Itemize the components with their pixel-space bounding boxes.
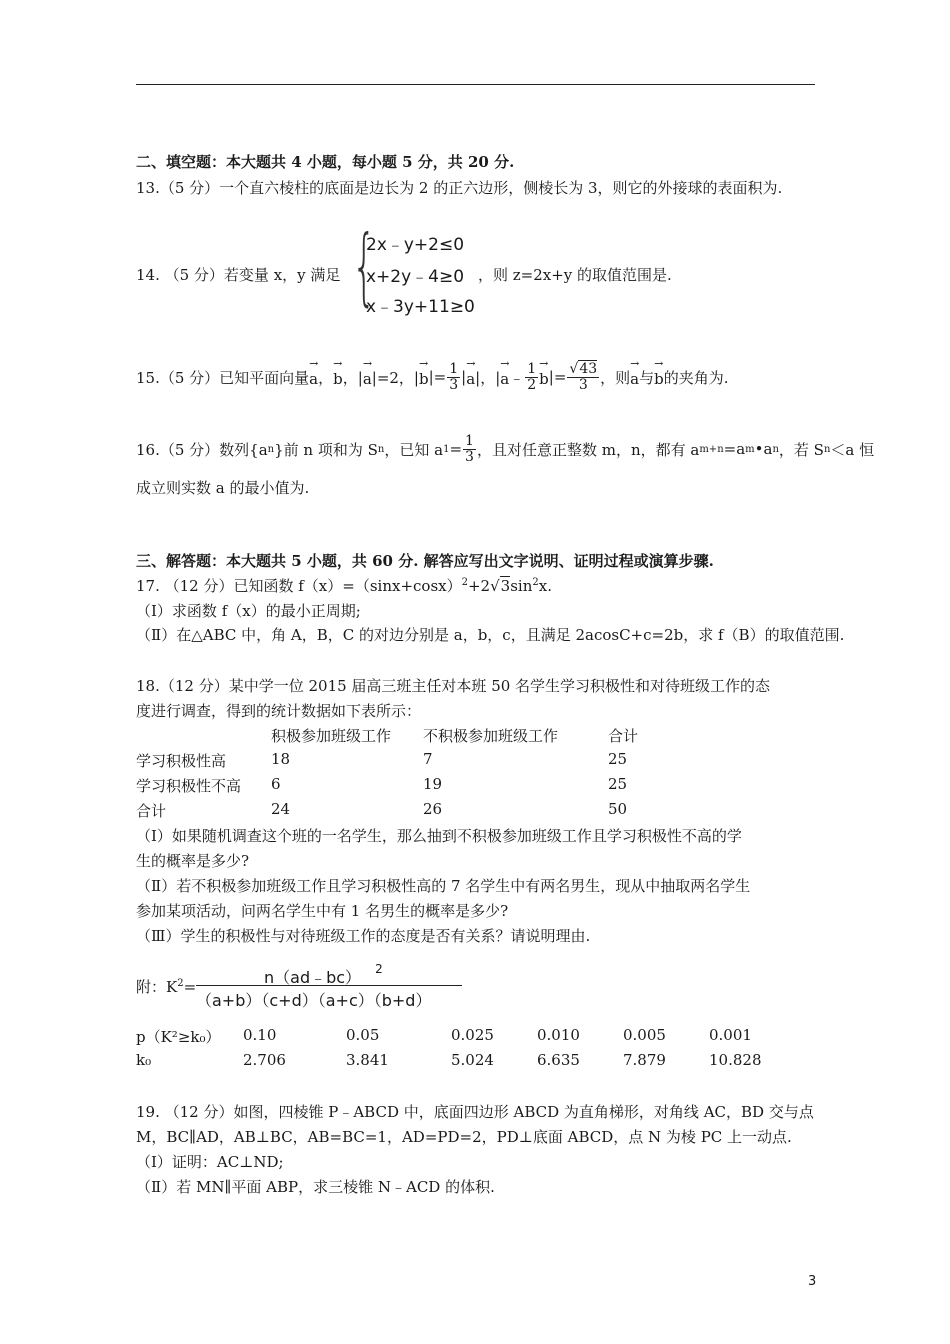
fraction-numerator: 1: [527, 361, 537, 377]
fraction-one-third: [463, 434, 476, 464]
q16-text: ，若 S: [778, 440, 824, 459]
vector-a: → a: [363, 366, 372, 388]
k-value: 10.828: [709, 1051, 762, 1069]
question-19-line-2: M，BC∥AD，AB⊥BC，AB=BC=1，AD=PD=2，PD⊥底面 ABCD，点 N 为棱 PC 上一动点.: [136, 1128, 792, 1146]
table-cell: 6: [271, 775, 281, 793]
subscript: n: [823, 443, 831, 455]
q16-text: •a: [754, 440, 773, 459]
fraction-denominator: 3: [449, 376, 459, 393]
q16-text: }前 n 项和为 S: [274, 440, 378, 459]
table-cell: 学习积极性高: [136, 752, 227, 770]
q15-prefix: 15.（5 分）已知平面向量: [136, 368, 310, 387]
page-number: 3: [808, 1274, 817, 1289]
question-18-line-2: 度进行调查，得到的统计数据如下表所示：: [136, 702, 422, 720]
vector-b: → b: [419, 366, 429, 388]
question-18-line-1: 18.（12 分）某中学一位 2015 届高三班主任对本班 50 名学生学习积极性和对待班级工作的态: [136, 677, 771, 695]
table-header: 积极参加班级工作: [271, 727, 392, 745]
vector-b: → b: [539, 366, 549, 388]
table-cell: 19: [423, 775, 443, 793]
k-value: 2.706: [243, 1051, 286, 1069]
q15-text: |=: [548, 368, 567, 387]
formula-denominator: （a+b）（c+d）（a+c）（b+d）: [196, 991, 432, 1010]
q16-text: ，已知 a: [384, 440, 444, 459]
question-18-part-1a: （Ⅰ）如果随机调查这个班的一名学生，那么抽到不积极参加班级工作且学习积极性不高的学: [136, 827, 742, 845]
system-brace: {: [352, 217, 377, 315]
fraction-numerator: √43: [569, 361, 598, 377]
question-18-part-2a: （Ⅱ）若不积极参加班级工作且学习积极性高的 7 名学生中有两名男生，现从中抽取两名学生: [136, 877, 751, 895]
question-17-part-2: （Ⅱ）在△ABC 中，角 A，B，C 的对边分别是 a，b，c，且满足 2acosC+c=2b，求 f（B）的取值范围.: [136, 626, 845, 644]
question-18-part-2b: 参加某项活动，问两名学生中有 1 名男生的概率是多少?: [136, 902, 509, 920]
table-cell: 25: [608, 750, 628, 768]
q17-text: x.: [538, 577, 552, 595]
table-cell: 学习积极性不高: [136, 777, 242, 795]
question-14-suffix: ，则 z=2x+y 的取值范围是.: [478, 266, 672, 284]
vector-a: → a: [630, 366, 639, 388]
appendix-label: [136, 976, 196, 997]
p-value: 0.001: [709, 1026, 752, 1044]
question-16-line-1: [136, 434, 874, 464]
subscript: n: [772, 443, 779, 455]
q15-text: 与: [639, 368, 655, 387]
table-cell: 7: [423, 750, 433, 768]
table-cell: 25: [608, 775, 628, 793]
question-15: [136, 362, 729, 392]
q15-text: ，则: [600, 368, 631, 387]
fraction-sqrt43-over-3: [567, 362, 599, 392]
system-line-2: x+2y﹣4≥0: [366, 267, 465, 287]
section-2-title: 二、填空题：本大题共 4 小题，每小题 5 分，共 20 分.: [136, 153, 515, 171]
table-cell: 18: [271, 750, 291, 768]
fraction-one-third: [447, 362, 460, 392]
p-value: 0.025: [451, 1026, 494, 1044]
q17-text: sin: [510, 577, 533, 595]
appendix-text: =: [183, 978, 197, 996]
question-19-part-1: （Ⅰ）证明：AC⊥ND;: [136, 1153, 284, 1171]
fraction-numerator: 1: [449, 361, 459, 377]
question-19-part-2: （Ⅱ）若 MN∥平面 ABP，求三棱锥 N﹣ACD 的体积.: [136, 1178, 495, 1196]
question-18-part-1b: 生的概率是多少?: [136, 852, 250, 870]
p-value: 0.05: [346, 1026, 380, 1044]
superscript: 2: [375, 962, 383, 976]
q16-text: ＜a 恒: [830, 440, 875, 459]
subscript: m+n: [699, 443, 724, 455]
question-19-line-1: 19. （12 分）如图，四棱锥 P﹣ABCD 中，底面四边形 ABCD 为直角梯形，对角线 AC，BD 交与点: [136, 1103, 814, 1121]
question-16-line-2: 成立则实数 a 的最小值为.: [136, 479, 310, 497]
question-18-part-3: （Ⅲ）学生的积极性与对待班级工作的态度是否有关系？请说明理由.: [136, 927, 591, 945]
p-value: 0.005: [623, 1026, 666, 1044]
system-line-3: x﹣3y+11≥0: [366, 297, 475, 317]
subscript: m: [745, 443, 755, 455]
table-cell: 50: [608, 800, 628, 818]
system-line-1: 2x﹣y+2≤0: [366, 235, 465, 255]
fraction-denominator: 2: [527, 376, 537, 393]
vector-b: → b: [333, 366, 343, 388]
q17-text: 17. （12 分）已知函数 f（x）=（sinx+cosx）: [136, 577, 462, 595]
q15-text: ，|: [342, 368, 363, 387]
table-header: 合计: [608, 727, 639, 745]
vector-a: → a: [500, 366, 509, 388]
question-17-part-1: （Ⅰ）求函数 f（x）的最小正周期;: [136, 602, 361, 620]
fraction-numerator: 1: [465, 433, 474, 449]
q15-text: 的夹角为.: [663, 368, 729, 387]
q15-text: |，|: [475, 368, 501, 387]
p-value: 0.10: [243, 1026, 277, 1044]
superscript: 2: [177, 978, 184, 989]
q15-text: |=: [428, 368, 447, 387]
k-value: 3.841: [346, 1051, 389, 1069]
sqrt-radicand: 43: [579, 361, 598, 377]
k-value: 5.024: [451, 1051, 494, 1069]
question-13: 13.（5 分）一个直六棱柱的底面是边长为 2 的正六边形，侧棱长为 3，则它的外接球的表面积为.: [136, 179, 783, 197]
p-row-label: p（K²≥k₀）: [136, 1028, 221, 1046]
superscript: 2: [532, 577, 539, 588]
header-rule: [136, 84, 815, 85]
vector-b: → b: [654, 366, 664, 388]
question-17-line-1: 17. （12 分）已知函数 $f(x)=(\sin x+\cos x)^2+2√3\sin^2x$.: [136, 577, 552, 595]
table-cell: 合计: [136, 802, 167, 820]
q16-text: 16.（5 分）数列{a: [136, 440, 268, 459]
table-header: 不积极参加班级工作: [423, 727, 559, 745]
table-cell: 26: [423, 800, 443, 818]
vector-a: → a: [309, 366, 318, 388]
superscript: 2: [461, 577, 468, 588]
fraction-denominator: 3: [578, 376, 588, 393]
q15-text: ﹣: [509, 368, 525, 387]
subscript: n: [267, 443, 275, 455]
appendix-text: 附：K: [136, 978, 178, 996]
fraction-one-half: [525, 362, 538, 392]
q17-text: +2: [467, 577, 491, 595]
vector-a: → a: [466, 366, 475, 388]
question-14-prefix: 14. （5 分）若变量 x，y 满足: [136, 266, 341, 284]
k-row-label: k₀: [136, 1051, 152, 1069]
q15-text: |=2，|: [371, 368, 419, 387]
q15-text: ，: [318, 368, 334, 387]
q16-text: =a: [723, 440, 746, 459]
fraction-denominator: 3: [465, 448, 474, 465]
subscript: 1: [443, 443, 450, 455]
k-value: 6.635: [537, 1051, 580, 1069]
q16-text: =: [449, 440, 463, 459]
subscript: n: [377, 443, 385, 455]
section-3-title: 三、解答题：本大题共 5 小题，共 60 分. 解答应写出文字说明、证明过程或演算步骤.: [136, 552, 714, 570]
table-cell: 24: [271, 800, 291, 818]
p-value: 0.010: [537, 1026, 580, 1044]
sqrt-radicand: 3: [500, 577, 511, 595]
q16-text: ，且对任意正整数 m，n，都有 a: [476, 440, 700, 459]
q15-text: |: [461, 368, 467, 387]
k-value: 7.879: [623, 1051, 666, 1069]
fraction-bar: [196, 985, 462, 986]
formula-numerator-text: n（ad﹣bc）: [264, 968, 362, 987]
